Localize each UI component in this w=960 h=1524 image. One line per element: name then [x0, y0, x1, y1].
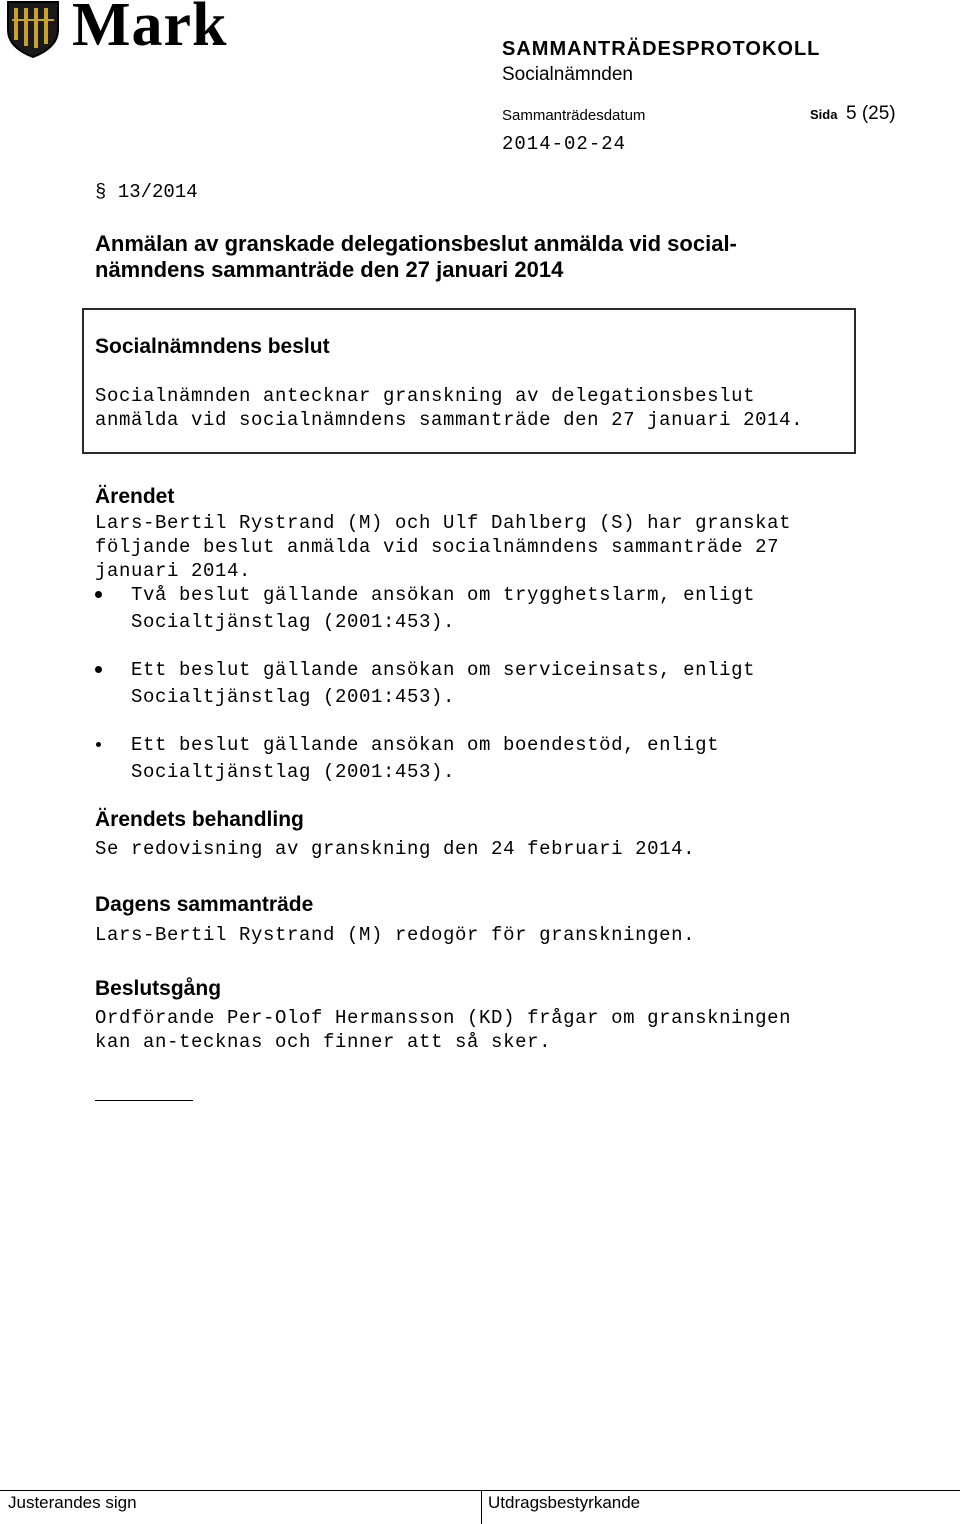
section-title-beslutsgang: Beslutsgång [95, 977, 222, 1000]
decision-title: Socialnämndens beslut [95, 335, 330, 358]
section-title-dagens: Dagens sammanträde [95, 893, 314, 916]
section-text-arendet: Lars-Bertil Rystrand (M) och Ulf Dahlberg (S) har granskat följande beslut anmälda vid socialnämndens sammanträde 27 januari 2014. [95, 512, 792, 582]
footer-divider [0, 1490, 960, 1491]
section-title-behandling: Ärendets behandling [95, 808, 304, 831]
section-text-beslutsgang: Ordförande Per-Olof Hermansson (KD) frågar om granskningen kan an-tecknas och finner att så sker. [95, 1007, 792, 1053]
bullet-icon [96, 742, 101, 747]
decision-text: Socialnämnden antecknar granskning av delegationsbeslut anmälda vid socialnämndens sammanträde den 27 januari 2014. [95, 385, 804, 431]
end-divider [95, 1100, 193, 1101]
paragraph-heading: Anmälan av granskade delegationsbeslut anmälda vid social-nämndens sammanträde den 27 januari 2014 [95, 231, 737, 282]
organisation-name: Socialnämnden [502, 64, 633, 85]
footer-certification-label: Utdragsbestyrkande [488, 1493, 641, 1512]
document-type-title: SAMMANTRÄDESPROTOKOLL [502, 38, 821, 60]
logo-wordmark: Mark [72, 0, 228, 59]
footer-separator [481, 1490, 482, 1524]
bullet-icon [95, 591, 102, 598]
meeting-date: 2014-02-24 [502, 133, 627, 155]
list-item-text: Ett beslut gällande ansökan om serviceinsats, enligt Socialtjänstlag (2001:453). [131, 659, 756, 708]
list-item-text: Ett beslut gällande ansökan om boendestöd, enligt Socialtjänstlag (2001:453). [131, 734, 720, 783]
section-text-behandling: Se redovisning av granskning den 24 februari 2014. [95, 838, 696, 860]
footer-signature-label: Justerandes sign [8, 1493, 137, 1512]
paragraph-number: § 13/2014 [95, 181, 198, 203]
meeting-date-label: Sammanträdesdatum [502, 107, 646, 124]
municipality-logo [4, 0, 244, 60]
page-number: 5 (25) [846, 103, 896, 124]
page-label: Sida [810, 107, 838, 122]
decision-box [82, 308, 856, 454]
coat-of-arms-icon [4, 0, 66, 58]
section-title-arendet: Ärendet [95, 485, 175, 508]
section-text-dagens: Lars-Bertil Rystrand (M) redogör för granskningen. [95, 924, 696, 946]
bullet-icon [95, 666, 102, 673]
list-item-text: Två beslut gällande ansökan om trygghetslarm, enligt Socialtjänstlag (2001:453). [131, 584, 756, 633]
paragraph-number-value: 13/2014 [117, 181, 198, 203]
